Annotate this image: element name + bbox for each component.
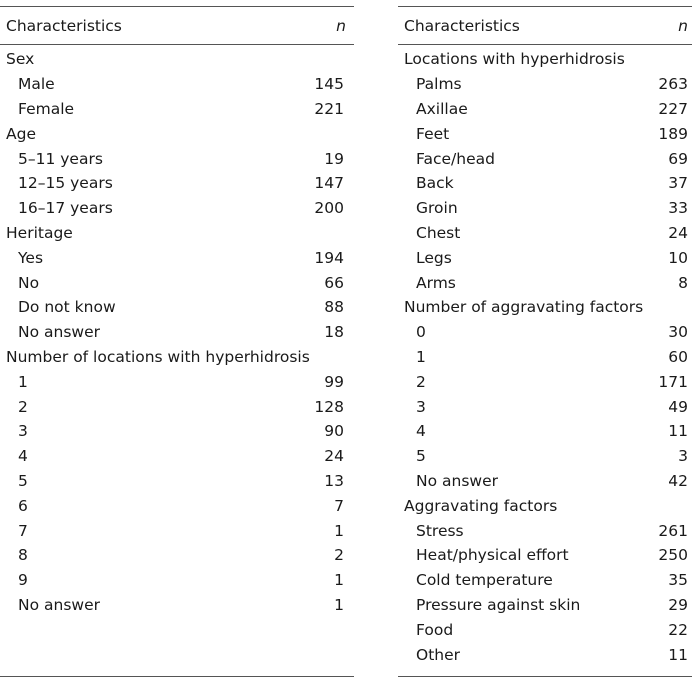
row-label: 5–11 years	[18, 149, 103, 168]
header-characteristics: Characteristics	[6, 16, 122, 35]
table-row	[398, 642, 692, 667]
row-label: 3	[18, 422, 28, 441]
group-heading-row	[398, 493, 692, 518]
row-label: 4	[18, 447, 28, 466]
table-row	[0, 518, 354, 543]
row-value: 11	[668, 422, 688, 441]
table-row	[0, 493, 354, 518]
row-value: 171	[658, 372, 688, 391]
table-row	[398, 518, 692, 543]
row-value: 24	[324, 447, 344, 466]
row-label: 0	[416, 323, 426, 342]
table-row	[398, 568, 692, 593]
row-label: 7	[18, 521, 28, 540]
row-label: Face/head	[416, 149, 495, 168]
header-n: n	[678, 16, 688, 35]
row-label: Cold temperature	[416, 571, 553, 590]
table-row	[0, 593, 354, 618]
table-row	[398, 72, 692, 97]
table-row	[0, 72, 354, 97]
row-label: 3	[416, 397, 426, 416]
table-row	[398, 469, 692, 494]
row-label: Feet	[416, 124, 450, 143]
table-row	[398, 419, 692, 444]
right-rows	[398, 45, 692, 667]
row-value: 261	[658, 521, 688, 540]
row-label: No answer	[416, 471, 498, 490]
table-row	[398, 369, 692, 394]
table-row	[0, 97, 354, 122]
table-row	[398, 171, 692, 196]
row-label: Do not know	[18, 298, 116, 317]
row-label: Chest	[416, 223, 461, 242]
table-row	[0, 568, 354, 593]
row-value: 189	[658, 124, 688, 143]
row-value: 2	[334, 546, 344, 565]
row-label: Other	[416, 645, 461, 664]
group-label: Number of locations with hyperhidrosis	[6, 347, 310, 366]
row-label: 6	[18, 496, 28, 515]
row-value: 11	[668, 645, 688, 664]
row-value: 19	[324, 149, 344, 168]
row-label: 5	[18, 471, 28, 490]
row-label: Axillae	[416, 99, 468, 118]
row-value: 194	[314, 248, 344, 267]
table-header	[398, 7, 692, 45]
row-label: 1	[416, 347, 426, 366]
row-value: 24	[668, 223, 688, 242]
table-row	[0, 146, 354, 171]
row-value: 1	[334, 595, 344, 614]
row-value: 250	[658, 546, 688, 565]
row-value: 42	[668, 471, 688, 490]
table-row	[398, 617, 692, 642]
table-row	[398, 394, 692, 419]
table-row	[398, 121, 692, 146]
row-value: 221	[314, 99, 344, 118]
table-row	[0, 295, 354, 320]
row-value: 13	[324, 471, 344, 490]
row-value: 22	[668, 620, 688, 639]
table-row	[398, 543, 692, 568]
row-label: Stress	[416, 521, 464, 540]
row-label: 5	[416, 447, 426, 466]
group-label: Sex	[6, 50, 35, 69]
row-value: 66	[324, 273, 344, 292]
row-value: 88	[324, 298, 344, 317]
row-value: 200	[314, 199, 344, 218]
row-value: 90	[324, 422, 344, 441]
row-label: Heat/physical effort	[416, 546, 569, 565]
row-value: 35	[668, 571, 688, 590]
row-label: 12–15 years	[18, 174, 113, 193]
group-label: Heritage	[6, 223, 73, 242]
row-label: Back	[416, 174, 454, 193]
group-heading-row	[0, 345, 354, 370]
table-row	[398, 320, 692, 345]
row-value: 29	[668, 595, 688, 614]
group-label: Locations with hyperhidrosis	[404, 50, 625, 69]
row-value: 60	[668, 347, 688, 366]
row-value: 8	[678, 273, 688, 292]
row-label: Food	[416, 620, 454, 639]
row-label: Palms	[416, 75, 462, 94]
row-label: Pressure against skin	[416, 595, 581, 614]
group-heading-row	[0, 121, 354, 146]
row-label: 4	[416, 422, 426, 441]
table-row	[398, 146, 692, 171]
table-row	[0, 469, 354, 494]
row-label: Arms	[416, 273, 456, 292]
row-value: 10	[668, 248, 688, 267]
row-value: 145	[314, 75, 344, 94]
row-label: Groin	[416, 199, 458, 218]
bottom-rule	[0, 676, 354, 677]
table-row	[398, 97, 692, 122]
table-row	[398, 345, 692, 370]
row-label: No	[18, 273, 40, 292]
table-row	[398, 196, 692, 221]
group-heading-row	[0, 221, 354, 246]
row-value: 1	[334, 521, 344, 540]
group-label: Age	[6, 124, 36, 143]
row-label: Male	[18, 75, 55, 94]
row-value: 128	[314, 397, 344, 416]
right-table	[398, 6, 692, 667]
row-label: No answer	[18, 323, 100, 342]
row-label: 2	[416, 372, 426, 391]
row-value: 33	[668, 199, 688, 218]
table-row	[0, 270, 354, 295]
row-value: 7	[334, 496, 344, 515]
header-n: n	[336, 16, 346, 35]
table-row	[0, 171, 354, 196]
group-heading-row	[398, 47, 692, 72]
row-label: 9	[18, 571, 28, 590]
table-row	[0, 444, 354, 469]
row-label: 2	[18, 397, 28, 416]
row-label: 8	[18, 546, 28, 565]
table-row	[398, 593, 692, 618]
row-label: 1	[18, 372, 28, 391]
row-label: Legs	[416, 248, 452, 267]
table-row	[0, 394, 354, 419]
row-label: 16–17 years	[18, 199, 113, 218]
row-label: No answer	[18, 595, 100, 614]
row-value: 49	[668, 397, 688, 416]
table-row	[0, 196, 354, 221]
row-value: 69	[668, 149, 688, 168]
left-rows	[0, 45, 354, 617]
row-label: Yes	[18, 248, 44, 267]
row-value: 147	[314, 174, 344, 193]
group-label: Number of aggravating factors	[404, 298, 644, 317]
group-label: Aggravating factors	[404, 496, 558, 515]
group-heading-row	[0, 47, 354, 72]
bottom-rule	[398, 676, 692, 677]
header-characteristics: Characteristics	[404, 16, 520, 35]
table-row	[0, 419, 354, 444]
table-row	[398, 444, 692, 469]
row-value: 30	[668, 323, 688, 342]
row-value: 37	[668, 174, 688, 193]
left-table	[0, 6, 354, 617]
row-label: Female	[18, 99, 75, 118]
table-row	[0, 320, 354, 345]
row-value: 3	[678, 447, 688, 466]
table-row	[0, 245, 354, 270]
table-row	[398, 221, 692, 246]
row-value: 1	[334, 571, 344, 590]
row-value: 18	[324, 323, 344, 342]
group-heading-row	[398, 295, 692, 320]
table-row	[398, 270, 692, 295]
row-value: 263	[658, 75, 688, 94]
table-row	[398, 245, 692, 270]
table-row	[0, 369, 354, 394]
row-value: 227	[658, 99, 688, 118]
row-value: 99	[324, 372, 344, 391]
table-header	[0, 7, 354, 45]
table-row	[0, 543, 354, 568]
